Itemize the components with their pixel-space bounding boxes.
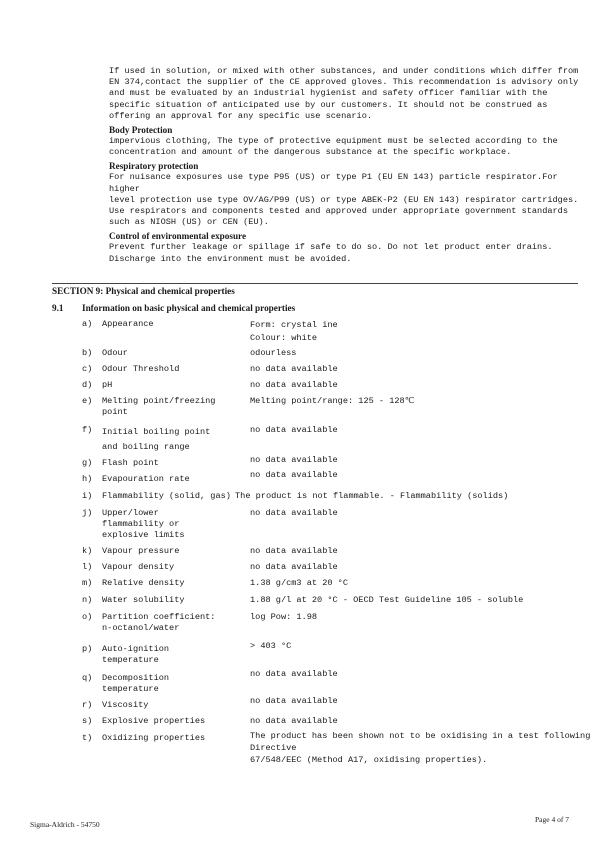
row-value: no data available (250, 455, 338, 465)
footer-page-number: Page 4 of 7 (535, 815, 569, 824)
row-value: Form: crystal ine Colour: white (250, 320, 338, 343)
row-property: Oxidizing properties (102, 733, 206, 743)
row-label: c) (82, 364, 93, 374)
row-property: Flash point (102, 458, 159, 468)
row-label: j) (82, 508, 93, 518)
row-label: m) (82, 578, 93, 588)
intro-block (109, 66, 579, 265)
row-property: Vapour density (102, 562, 175, 572)
row-label: q) (82, 673, 93, 683)
respiratory-protection-heading: Respiratory protection (109, 161, 199, 172)
row-property: Partition coefficient: n-octanol/water (102, 612, 216, 634)
row-label: e) (82, 396, 93, 406)
row-value: no data available (250, 380, 338, 390)
row-label: g) (82, 458, 93, 468)
row-label: h) (82, 474, 93, 484)
row-property: Auto-ignition temperature (102, 644, 170, 666)
row-property: Odour Threshold (102, 364, 180, 374)
row-property: pH (102, 380, 113, 390)
row-property: Flammability (solid, gas) (102, 491, 231, 501)
environmental-exposure-heading: Control of environmental exposure (109, 231, 247, 242)
row-value: no data available (250, 470, 338, 480)
row-property: Odour (102, 348, 128, 358)
subsection-number: 9.1 (52, 303, 64, 313)
row-property: Decomposition temperature (102, 673, 170, 695)
row-value: no data available (250, 546, 338, 556)
row-value: no data available (250, 696, 338, 706)
row-label: l) (82, 562, 93, 572)
environmental-exposure-text: Prevent further leakage or spillage if safe to do so. Do not let product enter drains. Discharge into the environment must be avoided. (109, 242, 553, 264)
row-value: log Pow: 1.98 (250, 612, 318, 622)
row-property: Appearance (102, 319, 154, 329)
footer-company: Sigma-Aldrich - 54750 (30, 820, 100, 829)
row-label: t) (82, 733, 93, 743)
row-value: The product has been shown not to be oxidising in a test following Directive 67/548/EEC (Method A17, oxidising properties). (250, 731, 591, 765)
row-property: Vapour pressure (102, 546, 180, 556)
row-value: The product is not flammable. - Flammability (solids) (235, 491, 509, 501)
row-label: f) (82, 425, 93, 435)
row-value: odourless (250, 348, 297, 358)
row-label: o) (82, 612, 93, 622)
gloves-text: If used in solution, or mixed with other substances, and under conditions which differ from EN 374,contact the supplier of the CE approved gloves. This recommendation is advisory only and must be evaluated by an industrial hygienist and safety officer familiar with the specific situation of anticipated use by our customers. It should not be construed as offering an approval for any specific use scenario. (109, 66, 579, 121)
row-value: no data available (250, 669, 338, 679)
row-label: s) (82, 716, 93, 726)
subsection-title: Information on basic physical and chemical properties (82, 303, 296, 313)
row-value: no data available (250, 364, 338, 374)
row-value: no data available (250, 716, 338, 726)
row-label: p) (82, 644, 93, 654)
row-property: Relative density (102, 578, 185, 588)
row-property: Evapouration rate (102, 474, 190, 484)
row-property: Initial boiling point and boiling range (102, 427, 211, 452)
row-label: a) (82, 319, 93, 329)
row-label: b) (82, 348, 93, 358)
body-protection-heading: Body Protection (109, 125, 173, 136)
row-property: Melting point/freezing point (102, 396, 216, 418)
row-label: d) (82, 380, 93, 390)
row-property: Upper/lower flammability or explosive limits (102, 508, 185, 541)
respiratory-protection-text: For nuisance exposures use type P95 (US) or type P1 (EU EN 143) particle respirator.For higher level protection use type OV/AG/P99 (US) or type ABEK-P2 (EU EN 143) respirator cartridges. Use respirators and components tested and approved under appropriate government standards such as NIOSH (US) or CEN (EU). (109, 172, 579, 228)
row-value: 1.38 g/cm3 at 20 °C (250, 578, 348, 588)
body-protection-text: impervious clothing, The type of protective equipment must be selected according to the concentration and amount of the dangerous substance at the specific workplace. (109, 136, 558, 158)
row-property: Viscosity (102, 700, 149, 710)
row-value: 1.88 g/l at 20 °C - OECD Test Guideline 105 - soluble (250, 595, 524, 605)
row-label: k) (82, 546, 93, 556)
row-label: n) (82, 595, 93, 605)
section-title: SECTION 9: Physical and chemical properties (52, 286, 235, 296)
section-divider (52, 283, 578, 284)
row-value: > 403 °C (250, 641, 292, 651)
row-value: no data available (250, 425, 338, 435)
row-property: Explosive properties (102, 716, 206, 726)
row-label: r) (82, 700, 93, 710)
row-label: i) (82, 491, 93, 501)
row-value: no data available (250, 508, 338, 518)
row-property: Water solubility (102, 595, 185, 605)
row-value: no data available (250, 562, 338, 572)
row-value: Melting point/range: 125 - 128℃ (250, 396, 415, 406)
